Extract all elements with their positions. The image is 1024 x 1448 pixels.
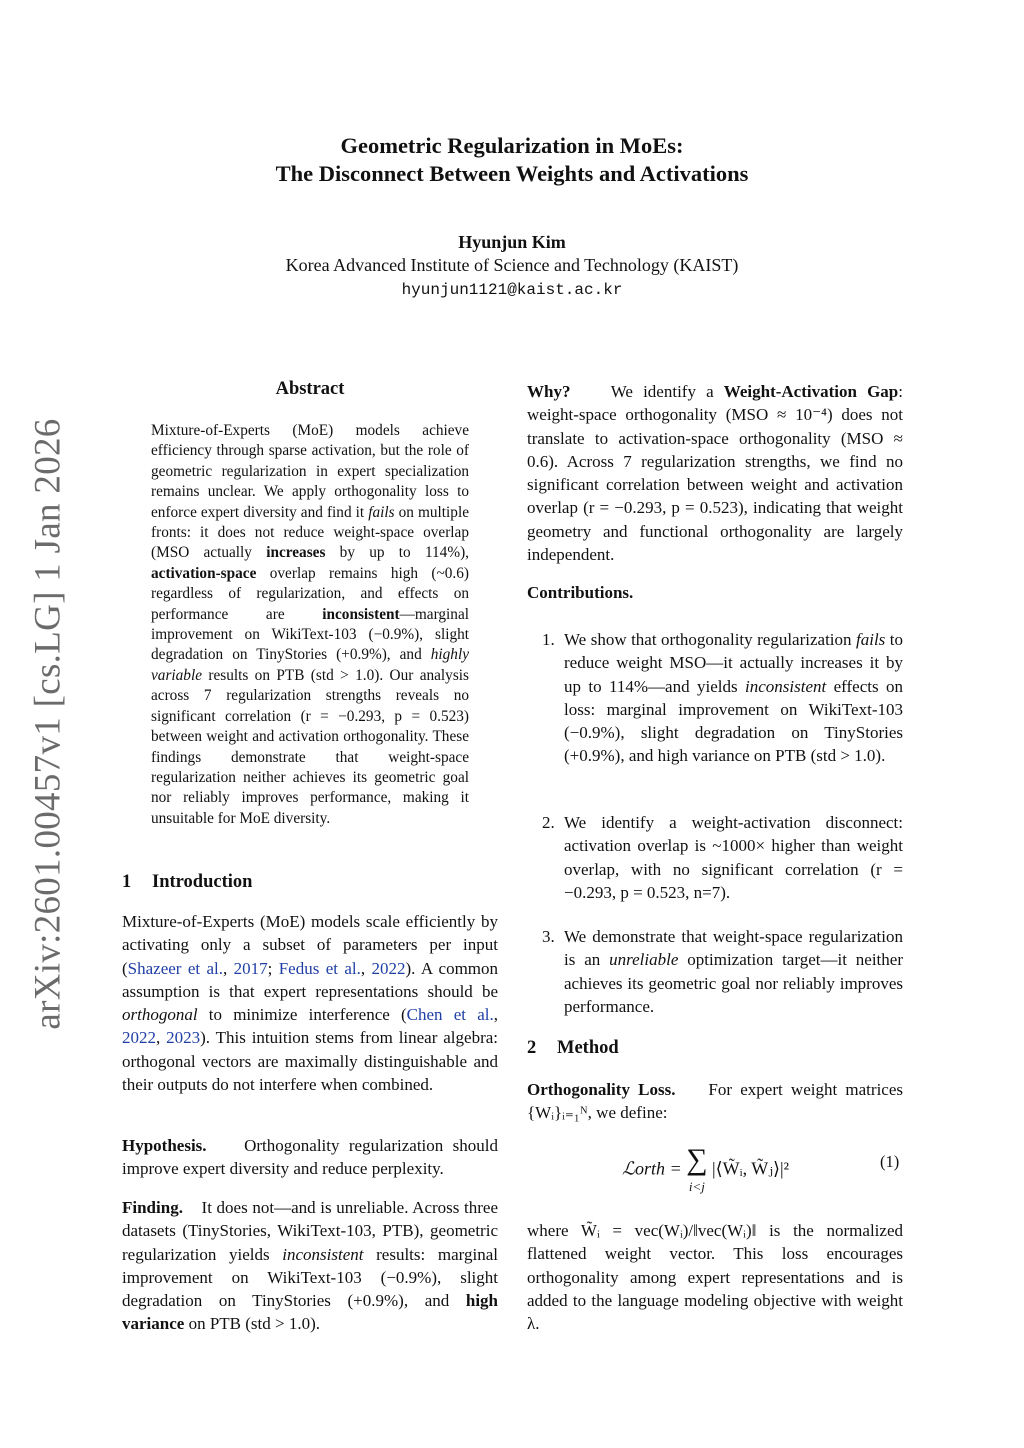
paper-title-line-2: The Disconnect Between Weights and Activations [275,161,749,186]
section-1-heading: 1 Introduction [122,872,253,892]
where-paragraph: where W̃ᵢ = vec(Wᵢ)/‖vec(Wᵢ)‖ is the normalized flattened weight vector. This loss encourages orthogonality among expert representations and is added to the language modeling objective with weight λ. [527,1221,903,1334]
hypothesis-paragraph: Hypothesis. Orthogonality regularization should improve expert diversity and reduce perplexity. [122,1136,498,1179]
author-email[interactable]: hyunjun1121@kaist.ac.kr [401,281,623,299]
citation-fedus-year[interactable]: 2022 [371,958,406,978]
equation-number: (1) [880,1152,900,1171]
equation-1: ℒorth = ∑ i<j |⟨W̃ᵢ, W̃ⱼ⟩|² [622,1143,790,1194]
contribution-item-3: 3. We demonstrate that weight-space regularization is an unreliable optimization target—it neither achieves its geometric goal nor reliably improves performance. [542,927,903,1016]
arxiv-sidebar [18,418,78,1030]
abstract-body: Mixture-of-Experts (MoE) models achieve efficiency through sparse activation, but the role of geometric regularization in expert specialization remains unclear. We apply orthogonality loss to enforce expert diversity and find it fails on multiple fronts: it does not reduce weight-space overlap (MSO actually increases by up to 114%), activation-space overlap remains high (~0.6) regardless of regularization, and effects on performance are inconsistent—marginal improvement on WikiText-103 (−0.9%), slight degradation on TinyStories (+0.9%), and highly variable results on PTB (std > 1.0). Our analysis across 7 regularization strengths reveals no significant correlation (r = −0.293, p = 0.523) between weight and activation orthogonality. These findings demonstrate that weight-space regularization neither achieves its geometric goal nor reliably improves performance, making it unsuitable for MoE diversity. [151,422,469,827]
arxiv-identifier: arXiv:2601.00457v1 [cs.LG] 1 Jan 2026 [27,418,69,1030]
paper-title-line-1: Geometric Regularization in MoEs: [340,133,684,158]
abstract-heading: Abstract [275,379,345,399]
contributions-heading: Contributions. [527,583,634,602]
citation-fedus[interactable]: Fedus et al. [278,958,361,978]
contribution-item-1: 1. We show that orthogonality regularization fails to reduce weight MSO—it actually increases it by up to 114%—and yields inconsistent effects on loss: marginal improvement on WikiText-103 (−0.9%), slight degradation on TinyStories (+0.9%), and high variance on PTB (std > 1.0). [542,630,904,766]
contribution-item-2: 2. We identify a weight-activation disconnect: activation overlap is ~1000× higher than weight overlap, with no significant correlation (r = −0.293, p = 0.523, n=7). [542,813,903,902]
why-paragraph: Why? We identify a Weight-Activation Gap: weight-space orthogonality (MSO ≈ 10⁻⁴) does not translate to activation-space orthogonality (MSO ≈ 0.6). Across 7 regularization strengths, we find no significant correlation between weight and activation overlap (r = −0.293, p = 0.523), indicating that weight geometry and functional orthogonality are largely independent. [527,382,903,565]
citation-shazeer[interactable]: Shazeer et al. [127,958,223,978]
section-2-heading: 2 Method [527,1038,619,1058]
author-affiliation: Korea Advanced Institute of Science and Technology (KAIST) [285,255,739,275]
orthogonality-loss-paragraph: Orthogonality Loss. For expert weight matrices {Wᵢ}ᵢ₌₁ᴺ, we define: [527,1080,903,1123]
citation-chen-2023[interactable]: 2023 [166,1028,201,1048]
citation-chen[interactable]: Chen et al. [406,1005,494,1025]
author-name: Hyunjun Kim [458,232,566,252]
citation-chen-2022[interactable]: 2022 [122,1028,156,1048]
citation-shazeer-year[interactable]: 2017 [233,958,268,978]
finding-paragraph: Finding. It does not—and is unreliable. Across three datasets (TinyStories, WikiText-103, PTB), geometric regularization yields inconsistent results: marginal improvement on WikiText-103 (−0.9%), slight degradation on TinyStories (+0.9%), and high variance on PTB (std > 1.0). [122,1198,499,1334]
intro-paragraph: Mixture-of-Experts (MoE) models scale efficiently by activating only a subset of parameters per input (Shazeer et al., 2017; Fedus et al., 2022). A common assumption is that expert representations should be orthogonal to minimize interference (Chen et al., 2022, 2023). This intuition stems from linear algebra: orthogonal vectors are maximally distinguishable and their outputs do not interfere when combined. [122,912,499,1095]
summation-symbol: ∑ [686,1143,708,1176]
